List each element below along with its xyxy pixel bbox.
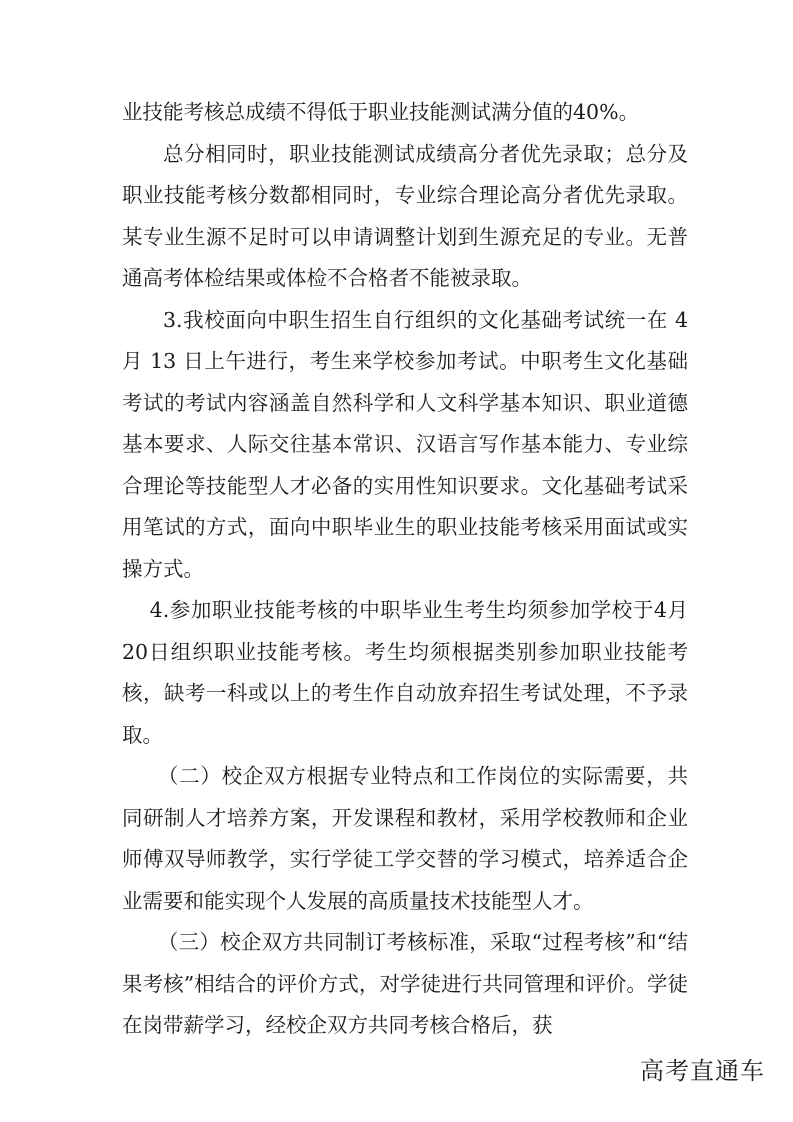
paragraph-section-2: （二）校企双方根据专业特点和工作岗位的实际需要，共同研制人才培养方案，开发课程和教材，采用学校教师和企业师傅双导师教学，实行学徒工学交替的学习模式，培养适合企业需要和能实现个人发展的高质量技术技能型人才。 bbox=[122, 764, 688, 913]
paragraph-tie-rule: 总分相同时，职业技能测试成绩高分者优先录取；总分及职业技能考核分数都相同时，专业综合理论高分者优先录取。某专业生源不足时可以申请调整计划到生源充足的专业。无普通高考体检结果或体检不合格者不能被录取。 bbox=[122, 141, 688, 290]
watermark-text: 高考直通车 bbox=[640, 1057, 765, 1085]
paragraph-item-4: 4.参加职业技能考核的中职毕业生考生均须参加学校于4月20日组织职业技能考核。考生均须根据类别参加职业技能考核，缺考一科或以上的考生作自动放弃招生考试处理，不予录取。 bbox=[122, 598, 688, 747]
paragraph-continuation: 业技能考核总成绩不得低于职业技能测试满分值的40%。 bbox=[122, 100, 640, 124]
document-body bbox=[122, 92, 695, 1047]
paragraph-section-3: （三）校企双方共同制订考核标准，采取“过程考核”和“结果考核”相结合的评价方式，对学徒进行共同管理和评价。学徒在岗带薪学习，经校企双方共同考核合格后，获 bbox=[122, 930, 688, 1037]
paragraph-item-3: 3.我校面向中职生招生自行组织的文化基础考试统一在 4 月 13 日上午进行，考生来学校参加考试。中职考生文化基础考试的考试内容涵盖自然科学和人文科学基本知识、职业道德基本要求、人际交往基本常识、汉语言写作基本能力、专业综合理论等技能型人才必备的实用性知识要求。文化基础考试采用笔试的方式，面向中职毕业生的职业技能考核采用面试或实操方式。 bbox=[122, 307, 695, 581]
